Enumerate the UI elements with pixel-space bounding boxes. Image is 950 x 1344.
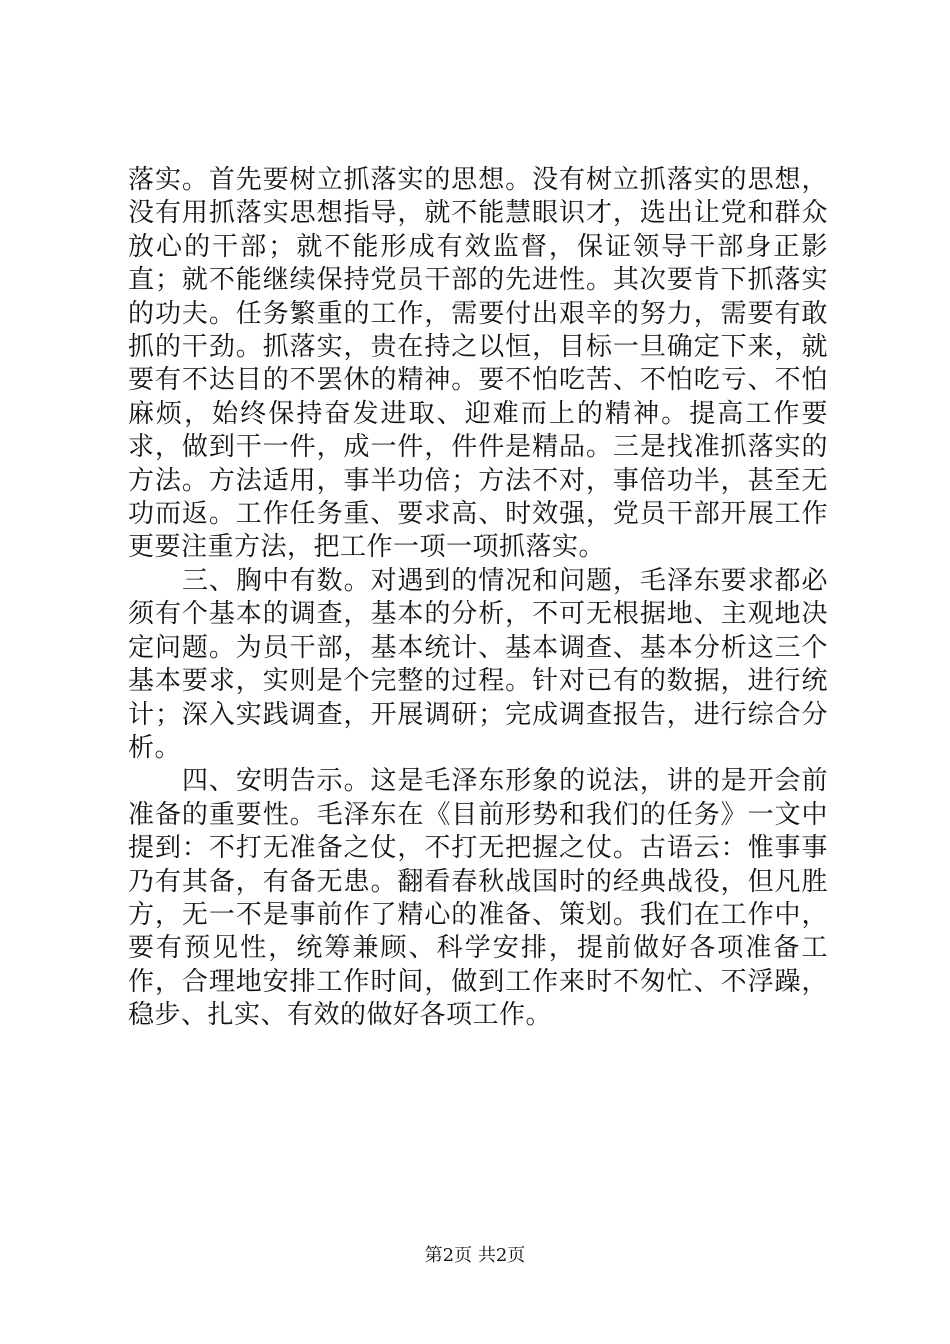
paragraph-section-three: 三、胸中有数。对遇到的情况和问题，毛泽东要求都必须有个基本的调查，基本的分析，不可无根据地、主观地决定问题。为员干部，基本统计、基本调查、基本分析这三个基本要求，实则是个完整的过程。针对已有的数据，进行统计；深入实践调查，开展调研；完成调查报告，进行综合分析。: [128, 565, 828, 763]
paragraph-continuation: 落实。首先要树立抓落实的思想。没有树立抓落实的思想，没有用抓落实思想指导，就不能慧眼识才，选出让党和群众放心的干部；就不能形成有效监督，保证领导干部身正影直；就不能继续保持党员干部的先进性。其次要肯下抓落实的功夫。任务繁重的工作，需要付出艰辛的努力，需要有敢抓的干劲。抓落实，贵在持之以恒，目标一旦确定下来，就要有不达目的不罢休的精神。要不怕吃苦、不怕吃亏、不怕麻烦，始终保持奋发进取、迎难而上的精神。提高工作要求，做到干一件，成一件，件件是精品。三是找准抓落实的方法。方法适用，事半功倍；方法不对，事倍功半，甚至无功而返。工作任务重、要求高、时效强，党员干部开展工作更要注重方法，把工作一项一项抓落实。: [128, 165, 828, 563]
paragraph-section-four: 四、安明告示。这是毛泽东形象的说法，讲的是开会前准备的重要性。毛泽东在《目前形势和我们的任务》一文中提到：不打无准备之仗，不打无把握之仗。古语云：惟事事乃有其备，有备无患。翻看春秋战国时的经典战役，但凡胜方，无一不是事前作了精心的准备、策划。我们在工作中，要有预见性，统筹兼顾、科学安排，提前做好各项准备工作，合理地安排工作时间，做到工作来时不匆忙、不浮躁，稳步、扎实、有效的做好各项工作。: [128, 766, 828, 1031]
document-body: [128, 164, 828, 1033]
page-footer: 第2页 共2页: [424, 1245, 526, 1266]
